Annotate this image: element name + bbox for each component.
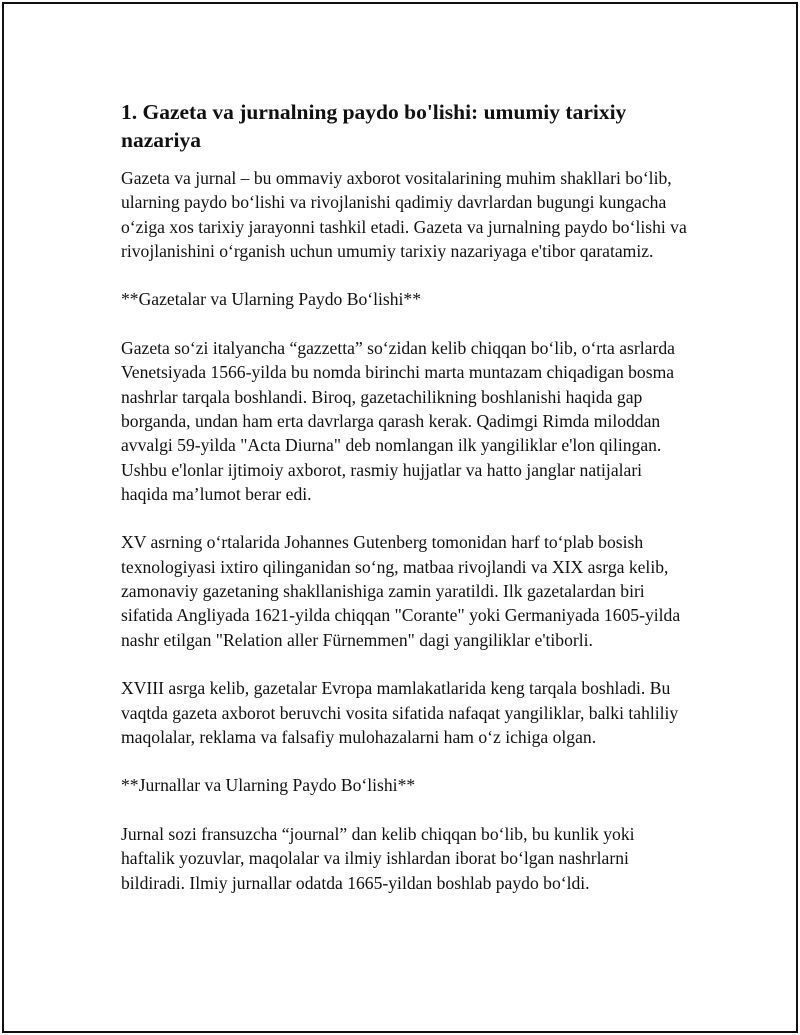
document-body [121, 98, 691, 919]
paragraph-xviii-century: XVIII asrga kelib, gazetalar Evropa mamlakatlarida keng tarqala boshladi. Bu vaqtda gazeta axborot beruvchi vosita sifatida nafaqat yangiliklar, balki tahliliy maqolalar, reklama va falsafiy mulohazalarni ham o‘z ichiga olgan. [121, 678, 679, 747]
section-heading-gazetalar: **Gazetalar va Ularning Paydo Bo‘lishi** [121, 289, 421, 310]
paragraph-gutenberg: XV asrning o‘rtalarida Johannes Gutenberg tomonidan harf to‘plab bosish texnologiyasi ixtiro qilinganidan so‘ng, matbaa rivojlandi va XIX asrga kelib, zamonaviy gazetaning shakllanishiga zamin yaratildi. Ilk gazetalardan biri sifatida Angliyada 1621-yilda chiqqan "Corante" yoki Germaniyada 1605-yilda nashr etilgan "Relation aller Fürnemmen" dagi yangiliklar e'tiborli. [121, 532, 681, 650]
paragraph-gazeta-origin: Gazeta so‘zi italyancha “gazzetta” so‘zidan kelib chiqqan bo‘lib, o‘rta asrlarda Venetsiyada 1566-yilda bu nomda birinchi marta muntazam chiqadigan bosma nashrlar tarqala boshlandi. Biroq, gazetachilikning boshlanishi haqida gap borganda, undan ham erta davrlarga qarash kerak. Qadimgi Rimda miloddan avvalgi 59-yilda "Acta Diurna" deb nomlangan ilk yangiliklar e'lon qilingan. Ushbu e'lonlar ijtimoiy axborot, rasmiy hujjatlar va hatto janglar natijalari haqida ma’lumot berar edi. [121, 338, 675, 504]
document-title: 1. Gazeta va jurnalning paydo bo'lishi: umumiy tarixiy nazariya [121, 100, 627, 152]
paragraph-jurnal-origin: Jurnal sozi fransuzcha “journal” dan kelib chiqqan bo‘lib, bu kunlik yoki haftalik yozuvlar, maqolalar va ilmiy ishlardan iborat bo‘lgan nashrlarni bildiradi. Ilmiy jurnallar odatda 1665-yildan boshlab paydo bo‘ldi. [121, 824, 635, 893]
page-frame [2, 2, 798, 1033]
paragraph-intro: Gazeta va jurnal – bu ommaviy axborot vositalarining muhim shakllari bo‘lib, ularning paydo bo‘lishi va rivojlanishi qadimiy davrlardan bugungi kungacha o‘ziga xos tarixiy jarayonni tashkil etadi. Gazeta va jurnalning paydo bo‘lishi va rivojlanishini o‘rganish uchun umumiy tarixiy nazariyaga e'tibor qaratamiz. [121, 168, 687, 261]
section-heading-jurnallar: **Jurnallar va Ularning Paydo Bo‘lishi** [121, 775, 416, 796]
